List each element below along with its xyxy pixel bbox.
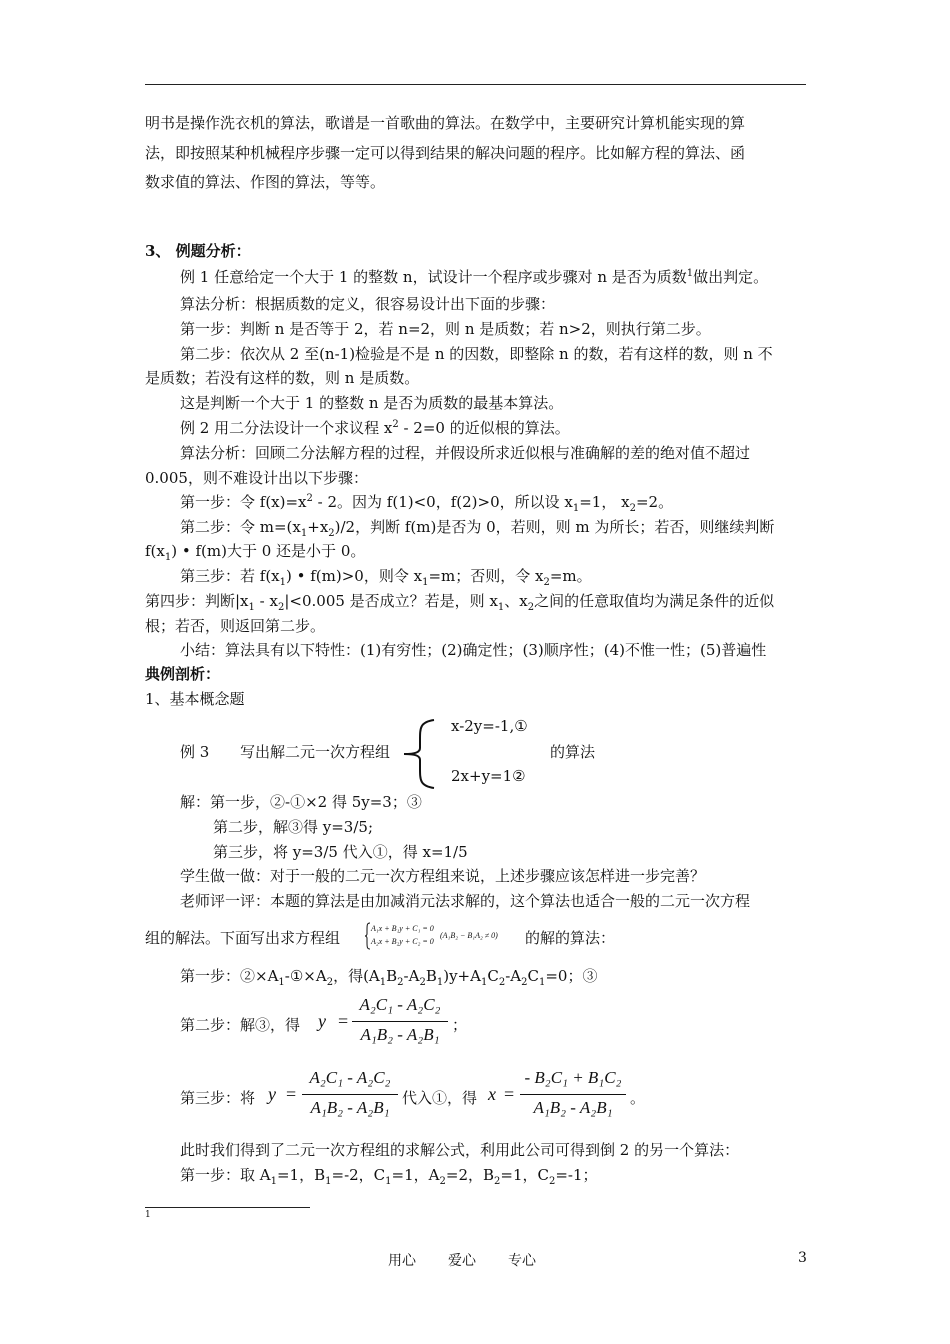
sub: 1 [279,577,287,588]
example2-step1 [180,492,673,512]
text: ，得(A [333,967,380,985]
sub: 2 [277,602,285,613]
footer-b: 爱心 [448,1253,476,1269]
text: C [487,967,499,985]
text: ) • f(m)>0，则令 x [286,567,423,585]
intro-line-1: 明书是操作洗衣机的算法，歌谱是一首歌曲的算法。在数学中，主要研究计算机能实现的算 [145,114,746,132]
text: f(x [145,542,165,560]
example1-step2-b: 是质数；若没有这样的数，则 n 是质数。 [145,369,420,387]
formula-x-eq: = [504,1084,515,1104]
example2-title-sup: 2 [392,419,399,430]
example3-closing: 此时我们得到了二元一次方程组的求解公式，利用此公司可得到倒 2 的另一个算法： [180,1141,740,1159]
text: 第一步：令 f(x)=x [180,493,307,511]
sub: 1 [422,577,429,588]
sub: 2 [543,577,550,588]
text: - 2。因为 f(1)<0，f(2)>0，所以设 x [312,493,573,511]
formula-x-var: x [488,1084,496,1104]
general-step3-tail: 。 [630,1089,646,1107]
formula-y-fraction [352,995,448,1047]
formula-x-fraction [520,1068,626,1120]
example1-title-b: 做出判定。 [693,268,769,286]
text: =0；③ [545,967,598,985]
example3-eq1: x-2y=-1,① [451,717,528,735]
text: -A [505,967,522,985]
example3-text-before: 写出解二元一次方程组 [240,743,391,761]
intro-line-2: 法，即按照某种机械程序步骤一定可以得到结果的解决问题的程序。比如解方程的算法、函 [145,144,746,162]
sub: 2 [498,977,506,988]
text: 第三步：若 f(x [180,567,280,585]
text: =1，C [500,1166,549,1184]
example2-analysis-a: 算法分析：回顾二分法解方程的过程，并假设所求近似根与准确解的差的绝对值不超过 [180,444,751,462]
example2-title [180,418,570,438]
example3-teacher-a: 老师评一评：本题的算法是由加减消元法求解的，这个算法也适合一般的二元一次方程 [180,892,751,910]
sys-cond: (A₁B₂ − B₁A₂ ≠ 0) [440,931,498,940]
sub: 1 [270,1176,277,1187]
formula-x-bar [520,1094,626,1095]
text: )y+A [443,967,481,985]
formula-y-bar [352,1021,448,1022]
example2-analysis-b: 0.005，则不难设计出以下步骤： [145,469,368,487]
page-number: 3 [798,1250,807,1266]
formula-x-den: A₁B₂ - A₂B₁ [533,1098,613,1117]
text: 第一步：取 A [180,1166,271,1184]
sub: 1 [436,977,444,988]
typical-heading: 典例剖析： [145,665,221,683]
example3-teacher-b1: 组的解法。下面写出求方程组 [145,929,341,947]
sys-eq2: A₂x + B₂y + C₂ = 0 [371,937,434,946]
formula-y-num: A₂C₁ - A₂C₂ [359,995,441,1014]
example1-conclusion: 这是判断一个大于 1 的整数 n 是否为质数的最基本算法。 [180,394,564,412]
sub: 2 [527,602,535,613]
example3-eq2: 2x+y=1② [451,767,526,785]
sub: 2 [494,1176,501,1187]
formula-y2-num: A₂C₁ - A₂C₂ [309,1068,391,1087]
general-step3-mid: 代入①，得 [402,1089,478,1107]
general-step2-tail: ； [452,1016,468,1034]
example1-step1: 第一步：判断 n 是否等于 2，若 n=2，则 n 是质数；若 n>2，则执行第二步。 [180,320,711,338]
sub: 1 [385,1176,392,1187]
example2-step2-b [145,541,365,561]
sub: 2 [548,1176,556,1187]
text: B [386,967,398,985]
sub: 1 [164,552,172,563]
formula-y2-var: y [268,1084,276,1104]
example3-teacher-b2: 的解的算法： [525,929,616,947]
example2-title-a: 例 2 用二分法设计一个求议程 x [180,419,393,437]
text: 第四步：判断|x [145,592,249,610]
left-brace-icon [398,718,438,790]
sub: 2 [419,977,426,988]
example2-step4-b: 根；若否，则返回第二步。 [145,617,326,635]
text: - x [254,592,278,610]
text: 之间的任意取值均为满足条件的近似 [534,592,775,610]
footnote-number: 1 [145,1210,151,1220]
sub: 1 [572,503,580,514]
sub: 1 [480,977,488,988]
basic-heading: 1、基本概念题 [145,690,245,708]
text: =-2，C [331,1166,386,1184]
text: =-1； [555,1166,598,1184]
sub: 2 [328,528,335,539]
section3-heading: 3、 例题分析： [145,242,251,260]
sub: 1 [497,602,505,613]
last-step [180,1165,598,1185]
text: =m。 [549,567,592,585]
footer-a: 用心 [388,1253,416,1269]
intro-line-3: 数求值的算法、作图的算法，等等。 [145,173,386,191]
sub: 2 [521,977,528,988]
text: |<0.005 是否成立？若是，则 x [284,592,498,610]
text: -A [403,967,420,985]
text: =1， x [579,493,630,511]
example3-sol1: 解：第一步，②-①×2 得 5y=3；③ [180,793,422,811]
sub: 2 [326,977,334,988]
example2-step2-a [180,517,774,537]
text: 第一步：②×A [180,967,279,985]
example3-text-after: 的算法 [550,743,596,761]
text: =m；否则，令 x [428,567,544,585]
sub: 1 [379,977,387,988]
example2-title-b: - 2=0 的近似根的算法。 [398,419,570,437]
example3-label: 例 3 [180,743,210,761]
formula-y-var: y [318,1011,326,1031]
formula-y2-den: A₁B₂ - A₂B₁ [310,1098,390,1117]
example2-step4-a [145,591,774,611]
sub: 1 [538,977,546,988]
sup: 2 [306,493,313,504]
formula-x-num: - B₂C₁ + B₁C₂ [524,1068,622,1087]
sub: 1 [248,602,255,613]
formula-y2-eq: = [286,1084,297,1104]
text: =2。 [635,493,674,511]
footnote-ref[interactable]: 1 [686,268,694,279]
example2-summary: 小结：算法具有以下特性：(1)有穷性；(2)确定性；(3)顺序性；(4)不惟一性；(5)普遍性 [180,641,767,659]
example1-title-a: 例 1 任意给定一个大于 1 的整数 n，试设计一个程序或步骤对 n 是否为质数 [180,268,687,286]
sub: 1 [278,977,285,988]
text: =1，A [391,1166,440,1184]
sys-eq1: A₁x + B₁y + C₁ = 0 [371,924,434,933]
header-rule [145,84,806,85]
text: 第二步：令 m=(x [180,518,301,536]
text: +x [307,518,329,536]
example1-analysis: 算法分析：根据质数的定义，很容易设计出下面的步骤： [180,295,556,313]
sub: 1 [300,528,308,539]
text: =1，B [276,1166,326,1184]
text: C [527,967,539,985]
formula-y2-fraction [302,1068,398,1120]
footer-c: 专心 [508,1253,536,1269]
text: =2，B [445,1166,495,1184]
example3-student: 学生做一做：对于一般的二元一次方程组来说，上述步骤应该怎样进一步完善？ [180,867,706,885]
text: ) • f(m)大于 0 还是小于 0。 [171,542,366,560]
text: )/2，判断 f(m)是否为 0，若则，则 m 为所长；若否，则继续判断 [334,518,775,536]
text: B [425,967,437,985]
formula-y-den: A₁B₂ - A₂B₁ [360,1025,440,1044]
text: 、x [504,592,528,610]
general-step1 [180,966,597,986]
example1-title [180,267,768,287]
sub: 2 [629,503,636,514]
sub: 2 [397,977,404,988]
general-step2-label: 第二步：解③，得 [180,1016,301,1034]
example1-step2-a: 第二步：依次从 2 至(n-1)检验是不是 n 的因数，即整除 n 的数，若有这样的数，则 n 不 [180,345,773,363]
formula-y-eq: = [338,1011,349,1031]
example2-step3 [180,566,592,586]
formula-y2-bar [302,1094,398,1095]
sub: 2 [439,1176,446,1187]
general-step3-label: 第三步：将 [180,1089,256,1107]
sub: 1 [325,1176,332,1187]
text: -①×A [284,967,327,985]
footnote-rule [145,1207,310,1208]
example3-sol3: 第三步，将 y=3/5 代入①，得 x=1/5 [213,843,468,861]
example3-sol2: 第二步，解③得 y=3/5; [213,818,374,836]
